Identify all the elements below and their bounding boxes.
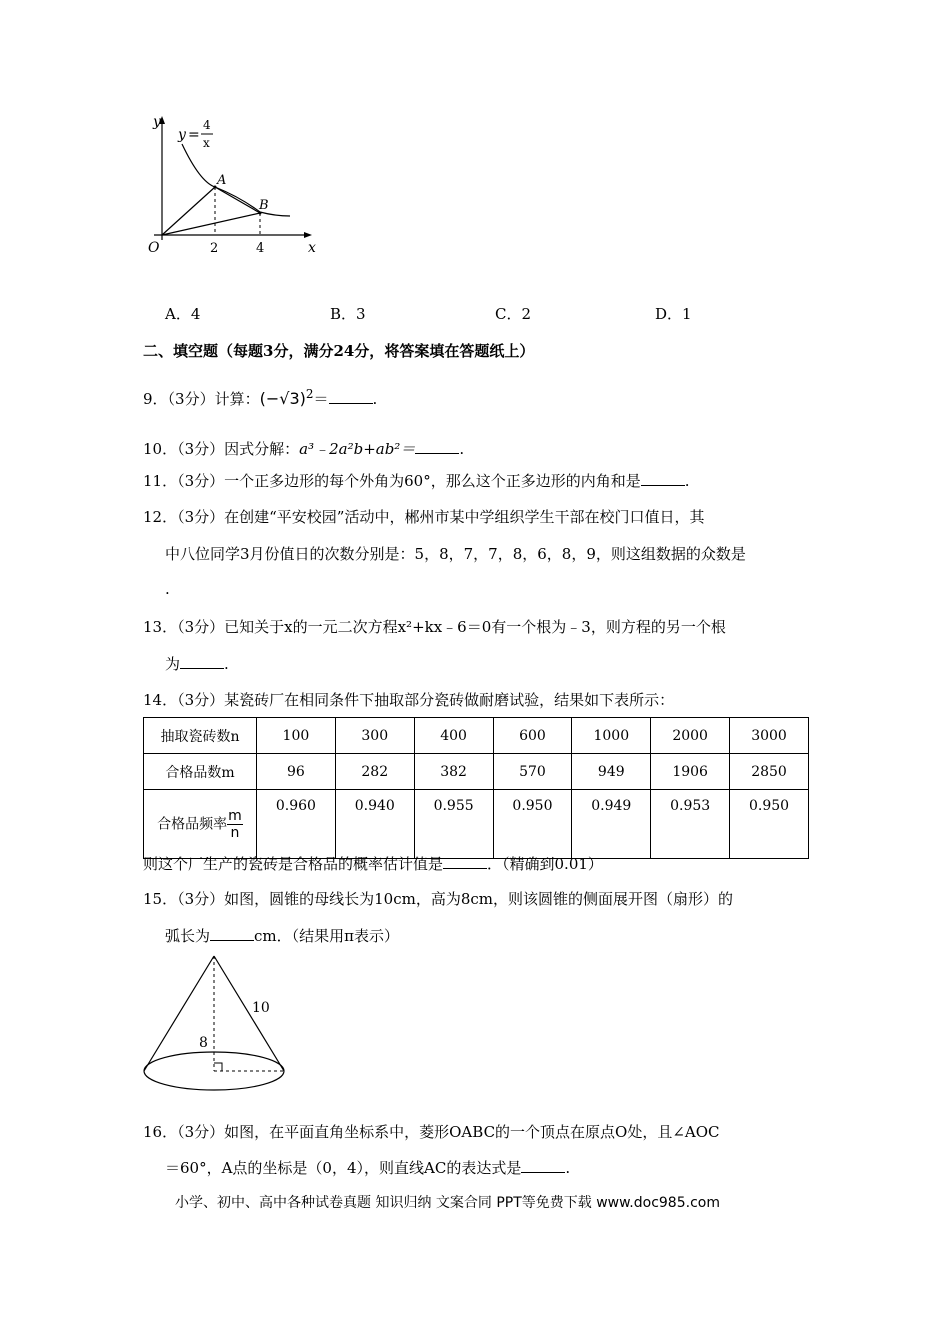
q10-end: .	[459, 440, 465, 458]
q15-suffix: cm．（结果用π表示）	[254, 927, 399, 945]
table-cell: 0.953	[651, 790, 730, 859]
tick-2-label: 2	[210, 241, 219, 256]
question-11	[143, 470, 690, 491]
table-row	[144, 718, 809, 754]
table-cell: 949	[572, 754, 651, 790]
q9-expression: (−√3)	[259, 389, 306, 408]
q14-after	[143, 853, 603, 874]
q15-line-1: 15．（3分）如图，圆锥的母线长为10cm，高为8cm，则该圆锥的侧面展开图（扇形）的	[143, 890, 734, 908]
q14-answer-blank[interactable]	[443, 854, 487, 869]
table-cell: 600	[493, 718, 572, 754]
q14-after-suffix: ．（精确到0.01）	[487, 855, 603, 873]
table-cell: 2000	[651, 718, 730, 754]
question-10	[143, 438, 464, 459]
q16-prefix: ＝60°，A点的坐标是（0，4），则直线AC的表达式是	[165, 1159, 522, 1177]
q11-text: 11．（3分）一个正多边形的每个外角为60°，那么这个正多边形的内角和是	[143, 472, 641, 490]
q13-answer-blank[interactable]	[180, 654, 224, 669]
table-cell: 382	[414, 754, 493, 790]
table-cell: 0.960	[257, 790, 336, 859]
table-row-2-label: 合格品数m	[144, 754, 257, 790]
cone-height-label: 8	[199, 1035, 208, 1051]
table-cell: 282	[335, 754, 414, 790]
q10-prefix: 10．（3分）因式分解：	[143, 440, 300, 458]
q13-line-2	[165, 653, 229, 674]
q16-end: .	[565, 1159, 571, 1177]
table-cell: 2850	[730, 754, 809, 790]
table-cell: 1906	[651, 754, 730, 790]
table-row-1-label: 抽取瓷砖数n	[144, 718, 257, 754]
q12-line-2: 中八位同学3月份值日的次数分别是：5，8，7，7，8，6，8，9，则这组数据的众数是	[165, 545, 746, 563]
function-y: y	[178, 127, 186, 143]
q12-line-3: .	[165, 580, 170, 598]
q14-after-prefix: 则这个厂生产的瓷砖是合格品的概率估计值是	[143, 855, 444, 873]
table-cell: 400	[414, 718, 493, 754]
q16-line-2	[165, 1157, 570, 1178]
q9-end: .	[372, 390, 378, 408]
fraction-numerator: m	[228, 807, 242, 824]
tick-4-label: 4	[256, 241, 265, 256]
cone-slant-label: 10	[252, 1000, 270, 1016]
table-cell: 3000	[730, 718, 809, 754]
hyperbola-figure	[140, 112, 325, 262]
option-d: D．1	[655, 305, 692, 323]
axis-x-label: x	[308, 240, 316, 256]
point-a-label: A	[217, 173, 227, 188]
table-cell: 0.949	[572, 790, 651, 859]
table-cell: 1000	[572, 718, 651, 754]
table-row	[144, 790, 809, 859]
q13-line-1: 13．（3分）已知关于x的一元二次方程x²+kx﹣6＝0有一个根为﹣3，则方程的另一个根	[143, 618, 726, 636]
table-row-3-label	[144, 790, 257, 859]
axis-y-label: y	[153, 114, 161, 130]
q10-expression: a³﹣2a²b+ab²＝	[299, 440, 416, 458]
q14-table	[143, 717, 809, 859]
q11-answer-blank[interactable]	[641, 471, 685, 486]
page-footer: 小学、初中、高中各种试卷真题 知识归纳 文案合同 PPT等免费下载 www.doc985.com	[175, 1195, 720, 1211]
table-cell: 96	[257, 754, 336, 790]
q12-line-1: 12．（3分）在创建“平安校园”活动中，郴州市某中学组织学生干部在校门口值日，其	[143, 508, 705, 526]
q16-answer-blank[interactable]	[521, 1158, 565, 1173]
q11-end: .	[684, 472, 690, 490]
function-numerator: 4	[203, 118, 211, 132]
q15-prefix: 弧长为	[165, 927, 211, 945]
table-cell: 0.950	[493, 790, 572, 859]
q9-exponent: 2	[305, 387, 314, 401]
row-3-label-text: 合格品频率	[157, 816, 228, 832]
q16-line-1: 16．（3分）如图，在平面直角坐标系中，菱形OABC的一个顶点在原点O处，且∠AOC	[143, 1123, 720, 1141]
q13-end: .	[224, 655, 229, 673]
question-9	[143, 387, 377, 409]
table-cell: 0.940	[335, 790, 414, 859]
table-cell: 0.955	[414, 790, 493, 859]
q15-line-2	[165, 925, 399, 946]
table-row	[144, 754, 809, 790]
q14-intro: 14．（3分）某瓷砖厂在相同条件下抽取部分瓷砖做耐磨试验，结果如下表所示：	[143, 691, 675, 709]
table-cell: 0.950	[730, 790, 809, 859]
section-2-heading: 二、填空题（每题3分，满分24分，将答案填在答题纸上）	[143, 342, 535, 360]
fraction-denominator: n	[230, 824, 240, 841]
origin-label: O	[148, 240, 160, 256]
q13-prefix: 为	[165, 655, 181, 673]
table-cell: 570	[493, 754, 572, 790]
point-b-label: B	[259, 198, 269, 213]
table-cell: 100	[257, 718, 336, 754]
option-c: C．2	[495, 305, 532, 323]
function-denominator: x	[203, 136, 210, 150]
function-equals: =	[188, 127, 200, 143]
q9-equals: ＝	[313, 390, 329, 408]
cone-figure	[140, 950, 290, 1100]
q9-prefix: 9．（3分）计算：	[143, 390, 260, 408]
q15-answer-blank[interactable]	[210, 926, 254, 941]
option-a: A．4	[165, 305, 201, 323]
option-b: B．3	[330, 305, 366, 323]
q10-answer-blank[interactable]	[415, 439, 459, 454]
m-over-n-fraction	[227, 808, 243, 841]
q9-answer-blank[interactable]	[329, 389, 373, 404]
table-cell: 300	[335, 718, 414, 754]
